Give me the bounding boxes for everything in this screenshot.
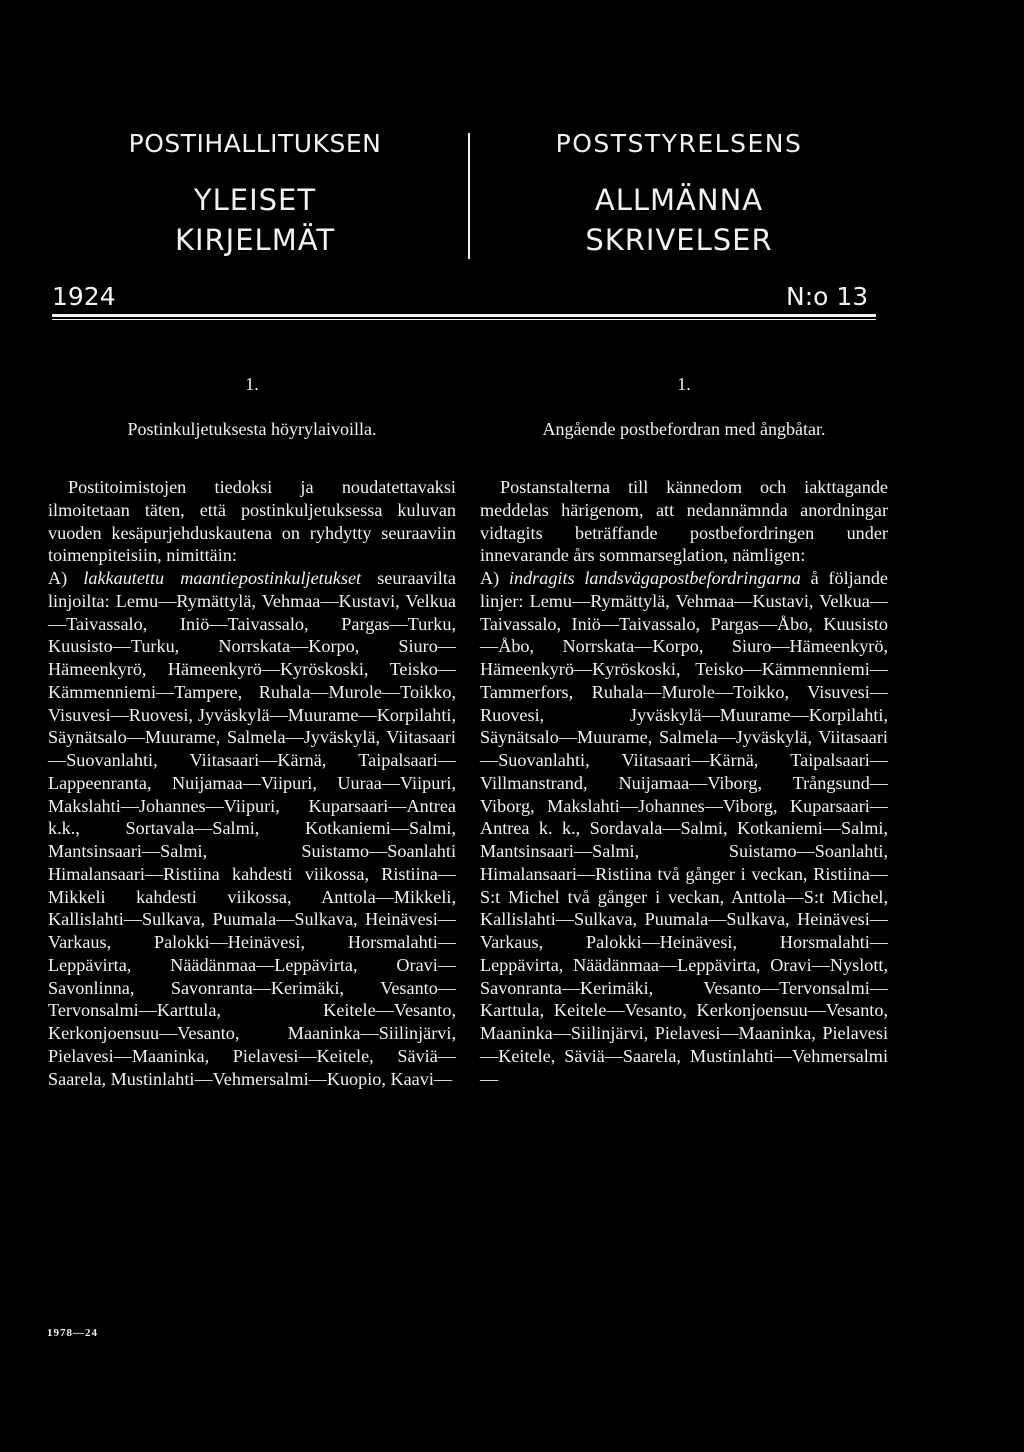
finnish-item-a xyxy=(48,567,456,1090)
finnish-office-name: POSTIHALLITUKSEN xyxy=(128,129,382,158)
swedish-item-body: å följande linjer: Lemu—Rymättylä, Vehmaa—Kustavi, Velkua—Taivassalo, Iniö—Taivassalo, Pargas—Åbo, Kuusisto—Åbo, Norrskata—Korpo, Siuro—Hämeenkyrö, Hämeenkyrö—Kyröskoski, Teisko—Kämmenniemi—Tammerfors, Ruhala—Murole—Toikko, Visuvesi—Ruovesi, Jyväskylä—Muurame—Korpilahti, Säynätsalo—Muurame, Salmela—Jyväskylä, Viitasaari—Suovanlahti, Viitasaari—Kärnä, Taipalsaari—Villmanstrand, Nuijamaa—Viborg, Trångsund—Viborg, Makslahti—Johannes—Viborg, Kuparsaari—Antrea k. k., Sordavala—Salmi, Kotkaniemi—Salmi, Mantsinsaari—Salmi, Suistamo—Soanlahti, Himalansaari—Ristiina två gånger i veckan, Ristiina—S:t Michel två gånger i veckan, Anttola—S:t Michel, Kallislahti—Sulkava, Puumala—Sulkava, Heinävesi—Varkaus, Palokki—Heinävesi, Horsmalahti—Leppävirta, Näädänmaa—Leppävirta, Oravi—Nyslott, Savonranta—Kerimäki, Vesanto—Tervonsalmi—Karttula, Keitele—Vesanto, Kerkonjoensuu—Vesanto, Maaninka—Siilinjärvi, Pielavesi—Maaninka, Pielavesi—Keitele, Säviä—Saarela, Mustinlahti—Vehmersalmi— xyxy=(480,568,889,1089)
swedish-item-label: A) xyxy=(480,568,500,588)
finnish-section-number: 1. xyxy=(245,374,259,394)
swedish-column xyxy=(480,476,888,1090)
swedish-item-heading: indragits landsvägapostbefordringarna xyxy=(508,568,801,588)
finnish-title-line2: KIRJELMÄT xyxy=(174,223,336,257)
finnish-item-body: seuraavilta linjoilta: Lemu—Rymättylä, Vehmaa—Kustavi, Velkua—Taivassalo, Iniö—Taivassalo, Pargas—Turku, Kuusisto—Turku, Norrskata—Korpo, Siuro—Hämeenkyrö, Hämeenkyrö—Kyröskoski, Teisko—Kämmenniemi—Tampere, Ruhala—Murole—Toikko, Visuvesi—Ruovesi, Jyväskylä—Muurame—Korpilahti, Säynätsalo—Muurame, Salmela—Jyväskylä, Viitasaari—Suovanlahti, Viitasaari—Kärnä, Taipalsaari—Lappeenranta, Nuijamaa—Viipuri, Uuraa—Viipuri, Makslahti—Johannes—Viipuri, Kuparsaari—Antrea k.k., Sortavala—Salmi, Kotkaniemi—Salmi, Mantsinsaari—Salmi, Suistamo—Soanlahti Himalansaari—Ristiina kahdesti viikossa, Ristiina—Mikkeli kahdesti viikossa, Anttola—Mikkeli, Kallislahti—Sulkava, Puumala—Sulkava, Heinävesi—Varkaus, Palokki—Heinävesi, Horsmalahti—Leppävirta, Näädänmaa—Leppävirta, Oravi—Savonlinna, Savonranta—Kerimäki, Vesanto—Tervonsalmi—Karttula, Keitele—Vesanto, Kerkonjoensuu—Vesanto, Maaninka—Siilinjärvi, Pielavesi—Maaninka, Pielavesi—Keitele, Säviä—Saarela, Mustinlahti—Vehmersalmi—Kuopio, Kaavi— xyxy=(48,568,456,1089)
swedish-item-a xyxy=(480,567,888,1090)
finnish-section-title: Postinkuljetuksesta höyrylaivoilla. xyxy=(127,419,377,439)
finnish-item-heading: lakkautettu maantiepostinkuljetukset xyxy=(83,568,362,588)
finnish-intro-paragraph: Postitoimistojen tiedoksi ja noudatettavaksi ilmoitetaan täten, että postinkuljetuksessa kuluvan vuoden kesäpurjehduskautena on ryhdytty seuraaviin toimenpiteisiin, nimittäin: xyxy=(48,477,456,566)
finnish-item-label: A) xyxy=(48,568,68,588)
header-rule-thin xyxy=(52,319,876,320)
circular-number: N:o 13 xyxy=(786,282,869,311)
swedish-intro-paragraph: Postanstalterna till kännedom och iakttagande meddelas härigenom, att nedannämnda anordningar vidtagits beträffande postbefordringen under innevarande års sommarseglation, nämligen: xyxy=(480,477,888,566)
publication-year: 1924 xyxy=(52,282,116,311)
print-code: 1978—24 xyxy=(47,1327,98,1339)
swedish-section-number: 1. xyxy=(677,374,691,394)
swedish-title-line1: ALLMÄNNA xyxy=(594,183,764,217)
swedish-section-title: Angående postbefordran med ångbåtar. xyxy=(542,419,826,439)
header-vertical-divider xyxy=(468,133,470,259)
finnish-title-line1: YLEISET xyxy=(193,183,317,217)
swedish-title-line2: SKRIVELSER xyxy=(585,223,773,257)
swedish-office-name: POSTSTYRELSENS xyxy=(555,129,803,158)
header-rule-thick xyxy=(52,314,876,317)
finnish-column xyxy=(48,476,456,1090)
